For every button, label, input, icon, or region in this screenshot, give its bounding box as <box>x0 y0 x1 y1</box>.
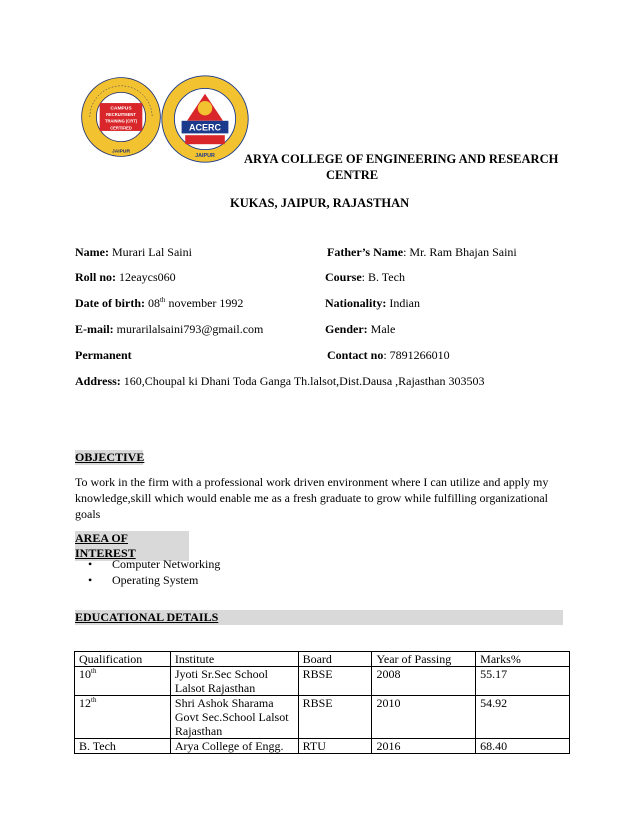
svg-text:CERTIFIED: CERTIFIED <box>110 125 132 131</box>
contact-value: : 7891266010 <box>383 348 450 362</box>
name-value: Murari Lal Saini <box>108 245 192 259</box>
college-location: KUKAS, JAIPUR, RAJASTHAN <box>230 196 410 210</box>
address-label: Address: <box>75 374 121 388</box>
course-field <box>325 270 405 284</box>
gender-label: Gender: <box>325 322 368 336</box>
year-cell: 2010 <box>372 696 476 739</box>
objective-text: To work in the firm with a professional work driven environment where I can utilize and apply my knowledge,skill which would enable me as a fresh graduate to grow while fulfilling organizational goals <box>75 475 549 521</box>
table-header-row <box>75 652 570 667</box>
nationality-field <box>325 296 420 310</box>
board-cell: RBSE <box>298 667 372 696</box>
column-header: Board <box>298 652 372 667</box>
interest-list <box>88 556 220 588</box>
father-label: Father’s Name <box>327 245 404 259</box>
board-cell: RBSE <box>298 696 372 739</box>
dob-field <box>75 296 243 310</box>
objective-heading: OBJECTIVE <box>75 450 145 464</box>
course-label: Course <box>325 270 362 284</box>
gender-field <box>325 322 395 336</box>
dob-sup: th <box>159 296 166 304</box>
column-header: Marks% <box>476 652 570 667</box>
board-cell: RTU <box>298 739 372 754</box>
acerc-logo <box>160 74 250 164</box>
table-row <box>75 696 570 739</box>
college-name-cont: CENTRE <box>326 168 379 182</box>
column-header: Qualification <box>75 652 171 667</box>
education-heading: EDUCATIONAL DETAILS <box>75 610 563 625</box>
svg-text:TRAINING (CRT): TRAINING (CRT) <box>104 118 138 124</box>
permanent-label: Permanent <box>75 348 132 362</box>
marks-cell: 55.17 <box>476 667 570 696</box>
contact-label: Contact no <box>327 348 384 362</box>
dob-label: Date of birth: <box>75 296 145 310</box>
svg-text:JAIPUR: JAIPUR <box>112 149 130 155</box>
name-label: Name: <box>75 245 109 259</box>
qualification-cell: B. Tech <box>75 739 171 754</box>
table-row <box>75 667 570 696</box>
institute-cell: Shri Ashok Sharama Govt Sec.School Lalsot Rajasthan <box>170 696 298 739</box>
name-field <box>75 245 192 259</box>
table-row <box>75 739 570 754</box>
email-label: E-mail: <box>75 322 114 336</box>
dob-day: 08 <box>144 296 160 310</box>
roll-field <box>75 270 176 284</box>
permanent-field <box>75 348 132 362</box>
crt-logo <box>80 76 162 158</box>
marks-cell: 68.40 <box>476 739 570 754</box>
course-value: : B. Tech <box>361 270 405 284</box>
institute-cell: Jyoti Sr.Sec School Lalsot Rajasthan <box>170 667 298 696</box>
father-value: : Mr. Ram Bhajan Saini <box>403 245 517 259</box>
year-cell: 2008 <box>372 667 476 696</box>
gender-value: Male <box>367 322 396 336</box>
interest-item: • Operating System <box>88 572 220 588</box>
interest-item: • Computer Networking <box>88 556 220 572</box>
roll-value: 12eaycs060 <box>116 270 176 284</box>
address-value: 160,Choupal ki Dhani Toda Ganga Th.lalsot,Dist.Dausa ,Rajasthan 303503 <box>120 374 485 388</box>
contact-field <box>327 348 450 362</box>
email-value: murarilalsaini793@gmail.com <box>113 322 264 336</box>
svg-text:JAIPUR: JAIPUR <box>195 152 215 159</box>
qualification-cell: 10th <box>75 667 171 696</box>
email-field <box>75 322 263 336</box>
column-header: Year of Passing <box>372 652 476 667</box>
address-field <box>75 374 484 388</box>
svg-text:RECRUITMENT: RECRUITMENT <box>106 112 136 118</box>
svg-text:CAMPUS: CAMPUS <box>110 106 132 112</box>
college-name: ARYA COLLEGE OF ENGINEERING AND RESEARCH <box>244 152 559 166</box>
svg-text:ACERC: ACERC <box>188 122 222 133</box>
education-table <box>74 651 570 754</box>
institute-cell: Arya College of Engg. <box>170 739 298 754</box>
nationality-label: Nationality: <box>325 296 387 310</box>
dob-rest: november 1992 <box>165 296 244 310</box>
year-cell: 2016 <box>372 739 476 754</box>
column-header: Institute <box>170 652 298 667</box>
father-field <box>327 245 517 259</box>
nationality-value: Indian <box>386 296 420 310</box>
interest-heading: AREA OF INTEREST <box>75 531 189 561</box>
roll-label: Roll no: <box>75 270 117 284</box>
qualification-cell: 12th <box>75 696 171 739</box>
marks-cell: 54.92 <box>476 696 570 739</box>
